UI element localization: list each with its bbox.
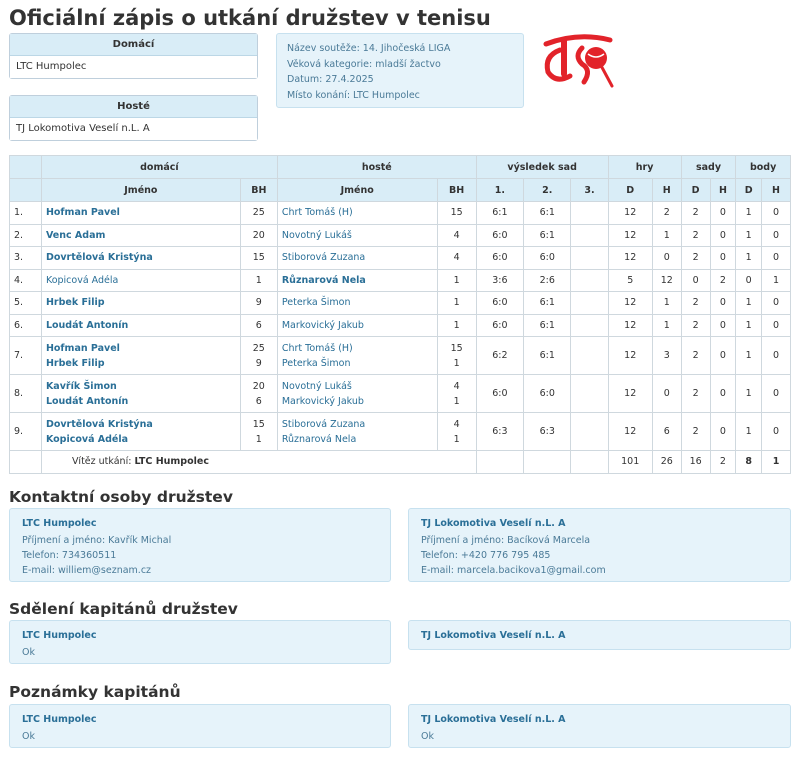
home-bh	[240, 314, 277, 337]
winner-name: LTC Humpolec	[134, 456, 209, 468]
guest-player-name[interactable]: Různarová Nela	[281, 274, 366, 286]
home-bh	[240, 375, 277, 413]
games-h: 0	[652, 375, 681, 413]
total-points-d: 8	[736, 451, 762, 474]
home-player[interactable]	[41, 314, 240, 337]
home-player-name[interactable]: Hofman Pavel	[45, 342, 120, 354]
set-2: 6:1	[524, 314, 571, 337]
sets-h: 0	[710, 247, 736, 270]
captains-notes-guest-text: Ok	[421, 731, 434, 742]
guest-team-header: Hosté	[10, 96, 257, 118]
points-h: 0	[762, 247, 791, 270]
set-1: 6:1	[476, 202, 523, 225]
sets-d: 2	[681, 375, 710, 413]
contacts-heading: Kontaktní osoby družstev	[9, 488, 233, 506]
home-bh-value: 6	[255, 395, 262, 407]
games-d: 12	[608, 224, 652, 247]
guest-player[interactable]	[277, 314, 437, 337]
home-bh-value: 20	[252, 380, 265, 392]
guest-player-name[interactable]: Různarová Nela	[281, 433, 357, 445]
points-d: 1	[736, 247, 762, 270]
captains-msg-home-team: LTC Humpolec	[22, 630, 97, 641]
captains-notes-home	[9, 704, 391, 748]
points-d: 1	[736, 224, 762, 247]
group-header-home: domácí	[41, 156, 277, 179]
home-player-name[interactable]: Hrbek Filip	[45, 357, 105, 369]
contact-home-team[interactable]: LTC Humpolec	[22, 518, 97, 529]
total-points-h: 1	[762, 451, 791, 474]
home-team-value: LTC Humpolec	[10, 56, 257, 78]
group-header-guest: hosté	[277, 156, 476, 179]
games-d: 12	[608, 337, 652, 375]
points-h: 0	[762, 413, 791, 451]
guest-player[interactable]	[277, 337, 437, 375]
set-3	[571, 413, 608, 451]
match-table-body	[10, 202, 791, 474]
home-player[interactable]	[41, 269, 240, 292]
set-3	[571, 314, 608, 337]
row-number: 4.	[10, 269, 42, 292]
points-d: 1	[736, 292, 762, 315]
col-guest-bh: BH	[437, 179, 476, 202]
total-set3	[571, 451, 608, 474]
points-h: 0	[762, 224, 791, 247]
guest-bh-value: 4	[453, 418, 460, 430]
home-player-name[interactable]: Dovrtělová Kristýna	[45, 418, 153, 430]
points-d: 1	[736, 375, 762, 413]
sets-d: 2	[681, 247, 710, 270]
table-row	[10, 375, 791, 413]
games-h: 6	[652, 413, 681, 451]
home-player-name[interactable]: Hofman Pavel	[45, 207, 120, 219]
guest-team-box	[9, 95, 258, 141]
row-number: 8.	[10, 375, 42, 413]
points-h: 0	[762, 292, 791, 315]
set-2: 6:0	[524, 375, 571, 413]
home-team-box	[9, 33, 258, 79]
contact-home-phone: Telefon: 734360511	[22, 550, 117, 561]
table-row	[10, 314, 791, 337]
games-h: 1	[652, 314, 681, 337]
row-number: 7.	[10, 337, 42, 375]
games-d: 12	[608, 292, 652, 315]
home-bh-value: 9	[255, 357, 262, 369]
captains-msg-guest-team: TJ Lokomotiva Veselí n.L. A	[421, 630, 566, 641]
set-1: 6:0	[476, 375, 523, 413]
points-h: 0	[762, 375, 791, 413]
set-2: 6:1	[524, 337, 571, 375]
col-points-d: D	[736, 179, 762, 202]
guest-bh-value: 4	[453, 229, 460, 241]
row-number: 2.	[10, 224, 42, 247]
points-d: 0	[736, 269, 762, 292]
home-bh	[240, 337, 277, 375]
captains-notes-guest	[408, 704, 791, 748]
total-sets-h: 2	[710, 451, 736, 474]
home-player[interactable]	[41, 375, 240, 413]
sets-h: 0	[710, 375, 736, 413]
points-d: 1	[736, 413, 762, 451]
guest-bh	[437, 224, 476, 247]
guest-bh-value: 1	[453, 395, 460, 407]
set-3	[571, 247, 608, 270]
group-header-sets: výsledek sad	[476, 156, 608, 179]
contact-guest-team[interactable]: TJ Lokomotiva Veselí n.L. A	[421, 518, 566, 529]
set-1: 3:6	[476, 269, 523, 292]
captains-notes-home-team: LTC Humpolec	[22, 714, 97, 725]
row-number: 3.	[10, 247, 42, 270]
total-set2	[524, 451, 571, 474]
total-games-d: 101	[608, 451, 652, 474]
guest-bh	[437, 413, 476, 451]
sets-d: 2	[681, 337, 710, 375]
games-h: 2	[652, 202, 681, 225]
home-bh	[240, 224, 277, 247]
home-player[interactable]	[41, 247, 240, 270]
home-bh-value: 6	[255, 319, 262, 331]
group-header-points: body	[736, 156, 791, 179]
set-1: 6:3	[476, 413, 523, 451]
set-3	[571, 375, 608, 413]
set-3	[571, 269, 608, 292]
set-2: 6:1	[524, 202, 571, 225]
games-h: 1	[652, 292, 681, 315]
contact-guest-phone: Telefon: +420 776 795 485	[421, 550, 551, 561]
home-player-name[interactable]: Kopicová Adéla	[45, 274, 119, 286]
competition-name: Název soutěže: 14. Jihočeská LIGA	[287, 43, 451, 54]
home-player[interactable]	[41, 202, 240, 225]
sets-h: 0	[710, 314, 736, 337]
captains-notes-heading: Poznámky kapitánů	[9, 683, 181, 701]
home-bh	[240, 202, 277, 225]
home-bh-value: 25	[252, 207, 265, 219]
games-d: 12	[608, 314, 652, 337]
guest-bh-value: 1	[453, 297, 460, 309]
guest-player-name[interactable]: Chrt Tomáš (H)	[281, 207, 353, 219]
set-1: 6:0	[476, 314, 523, 337]
sets-d: 2	[681, 413, 710, 451]
contact-card-home	[9, 508, 391, 582]
row-number: 1.	[10, 202, 42, 225]
home-bh-value: 9	[255, 297, 262, 309]
points-h: 1	[762, 269, 791, 292]
guest-player[interactable]	[277, 413, 437, 451]
sets-d: 2	[681, 202, 710, 225]
guest-player[interactable]	[277, 202, 437, 225]
match-info-box	[276, 33, 524, 108]
col-set3: 3.	[571, 179, 608, 202]
total-empty	[10, 451, 42, 474]
guest-player-name[interactable]: Markovický Jakub	[281, 319, 364, 331]
guest-bh-value: 1	[453, 319, 460, 331]
sets-h: 0	[710, 202, 736, 225]
total-games-h: 26	[652, 451, 681, 474]
points-h: 0	[762, 314, 791, 337]
sets-d: 2	[681, 314, 710, 337]
sets-d: 0	[681, 269, 710, 292]
home-player-name[interactable]: Loudát Antonín	[45, 395, 129, 407]
games-d: 12	[608, 247, 652, 270]
home-player-name[interactable]: Dovrtělová Kristýna	[45, 252, 153, 264]
guest-player-name[interactable]: Stiborová Zuzana	[281, 252, 366, 264]
total-row	[10, 451, 791, 474]
col-home-bh: BH	[240, 179, 277, 202]
home-player-name[interactable]: Venc Adam	[45, 229, 106, 241]
col-set2: 2.	[524, 179, 571, 202]
corner-cell-2	[10, 179, 42, 202]
captains-msg-home-text: Ok	[22, 647, 35, 658]
set-1: 6:0	[476, 292, 523, 315]
match-date: Datum: 27.4.2025	[287, 74, 374, 85]
guest-player-name[interactable]: Chrt Tomáš (H)	[281, 342, 353, 354]
games-h: 0	[652, 247, 681, 270]
match-winner	[41, 451, 476, 474]
home-bh-value: 25	[252, 342, 265, 354]
sets-h: 0	[710, 224, 736, 247]
guest-player-name[interactable]: Novotný Lukáš	[281, 229, 352, 241]
set-2: 6:3	[524, 413, 571, 451]
table-row	[10, 337, 791, 375]
home-player-name[interactable]: Kopicová Adéla	[45, 433, 129, 445]
set-1: 6:2	[476, 337, 523, 375]
guest-player-name[interactable]: Peterka Šimon	[281, 357, 351, 369]
guest-player-name[interactable]: Stiborová Zuzana	[281, 418, 366, 430]
row-number: 5.	[10, 292, 42, 315]
home-bh-value: 1	[255, 274, 262, 286]
guest-player[interactable]	[277, 247, 437, 270]
guest-bh-value: 4	[453, 252, 460, 264]
table-row	[10, 413, 791, 451]
club-logo-icon	[538, 30, 620, 92]
guest-team-value: TJ Lokomotiva Veselí n.L. A	[10, 118, 257, 140]
set-3	[571, 224, 608, 247]
group-header-setcount: sady	[681, 156, 736, 179]
contact-home-name: Příjmení a jméno: Kavřík Michal	[22, 535, 172, 546]
guest-bh	[437, 269, 476, 292]
row-number: 6.	[10, 314, 42, 337]
set-2: 6:1	[524, 292, 571, 315]
home-player[interactable]	[41, 413, 240, 451]
captains-msg-heading: Sdělení kapitánů družstev	[9, 600, 238, 618]
guest-player[interactable]	[277, 269, 437, 292]
total-set1	[476, 451, 523, 474]
table-row	[10, 269, 791, 292]
points-d: 1	[736, 337, 762, 375]
group-header-games: hry	[608, 156, 681, 179]
table-row	[10, 224, 791, 247]
guest-player-name[interactable]: Novotný Lukáš	[281, 380, 352, 392]
set-2: 6:0	[524, 247, 571, 270]
home-bh-value: 1	[255, 433, 262, 445]
home-bh	[240, 247, 277, 270]
guest-bh	[437, 247, 476, 270]
home-player-name[interactable]: Loudát Antonín	[45, 319, 129, 331]
home-player-name[interactable]: Kavřík Šimon	[45, 380, 117, 392]
games-d: 12	[608, 413, 652, 451]
guest-player-name[interactable]: Peterka Šimon	[281, 297, 351, 309]
guest-player[interactable]	[277, 224, 437, 247]
home-bh	[240, 413, 277, 451]
col-set1: 1.	[476, 179, 523, 202]
set-3	[571, 337, 608, 375]
sets-d: 2	[681, 224, 710, 247]
home-bh	[240, 292, 277, 315]
table-row	[10, 292, 791, 315]
points-d: 1	[736, 314, 762, 337]
age-category: Věková kategorie: mladší žactvo	[287, 58, 441, 70]
sets-h: 0	[710, 413, 736, 451]
contact-guest-name: Příjmení a jméno: Bacíková Marcela	[421, 535, 591, 546]
points-h: 0	[762, 202, 791, 225]
home-player-name[interactable]: Hrbek Filip	[45, 297, 105, 309]
games-h: 12	[652, 269, 681, 292]
table-row	[10, 247, 791, 270]
home-bh-value: 15	[252, 252, 265, 264]
games-d: 12	[608, 375, 652, 413]
guest-bh	[437, 292, 476, 315]
set-2: 6:1	[524, 224, 571, 247]
guest-bh-value: 1	[453, 274, 460, 286]
set-3	[571, 202, 608, 225]
captains-msg-home	[9, 620, 391, 664]
points-d: 1	[736, 202, 762, 225]
home-bh-value: 15	[252, 418, 265, 430]
col-games-h: H	[652, 179, 681, 202]
match-results-table	[9, 155, 791, 474]
games-d: 12	[608, 202, 652, 225]
home-player[interactable]	[41, 337, 240, 375]
games-h: 3	[652, 337, 681, 375]
contact-home-email[interactable]: E-mail: williem@seznam.cz	[22, 565, 152, 576]
contact-guest-email[interactable]: E-mail: marcela.bacikova1@gmail.com	[421, 565, 606, 576]
guest-bh	[437, 375, 476, 413]
captains-notes-home-text: Ok	[22, 731, 35, 742]
contact-card-guest	[408, 508, 791, 582]
set-2: 2:6	[524, 269, 571, 292]
row-number: 9.	[10, 413, 42, 451]
match-venue: Místo konání: LTC Humpolec	[287, 89, 420, 101]
guest-bh-value: 1	[453, 433, 460, 445]
home-bh-value: 20	[252, 229, 265, 241]
guest-player[interactable]	[277, 375, 437, 413]
points-h: 0	[762, 337, 791, 375]
set-1: 6:0	[476, 224, 523, 247]
col-points-h: H	[762, 179, 791, 202]
guest-player-name[interactable]: Markovický Jakub	[281, 395, 364, 407]
page-title: Oficiální zápis o utkání družstev v tenisu	[9, 6, 491, 30]
guest-bh	[437, 202, 476, 225]
corner-cell	[10, 156, 42, 179]
home-player[interactable]	[41, 292, 240, 315]
guest-bh-value: 4	[453, 380, 460, 392]
captains-msg-guest	[408, 620, 791, 650]
home-bh	[240, 269, 277, 292]
sets-d: 2	[681, 292, 710, 315]
col-sets-h: H	[710, 179, 736, 202]
col-home-name: Jméno	[41, 179, 240, 202]
table-row	[10, 202, 791, 225]
col-sets-d: D	[681, 179, 710, 202]
set-3	[571, 292, 608, 315]
set-1: 6:0	[476, 247, 523, 270]
guest-bh	[437, 337, 476, 375]
guest-bh	[437, 314, 476, 337]
sets-h: 0	[710, 337, 736, 375]
home-team-header: Domácí	[10, 34, 257, 56]
total-sets-d: 16	[681, 451, 710, 474]
col-games-d: D	[608, 179, 652, 202]
winner-label: Vítěz utkání:	[71, 456, 132, 468]
home-player[interactable]	[41, 224, 240, 247]
guest-bh-value: 15	[450, 342, 463, 354]
sets-h: 2	[710, 269, 736, 292]
captains-notes-guest-team: TJ Lokomotiva Veselí n.L. A	[421, 714, 566, 725]
col-guest-name: Jméno	[277, 179, 437, 202]
sets-h: 0	[710, 292, 736, 315]
guest-bh-value: 15	[450, 207, 463, 219]
games-h: 1	[652, 224, 681, 247]
guest-player[interactable]	[277, 292, 437, 315]
guest-bh-value: 1	[453, 357, 460, 369]
games-d: 5	[608, 269, 652, 292]
